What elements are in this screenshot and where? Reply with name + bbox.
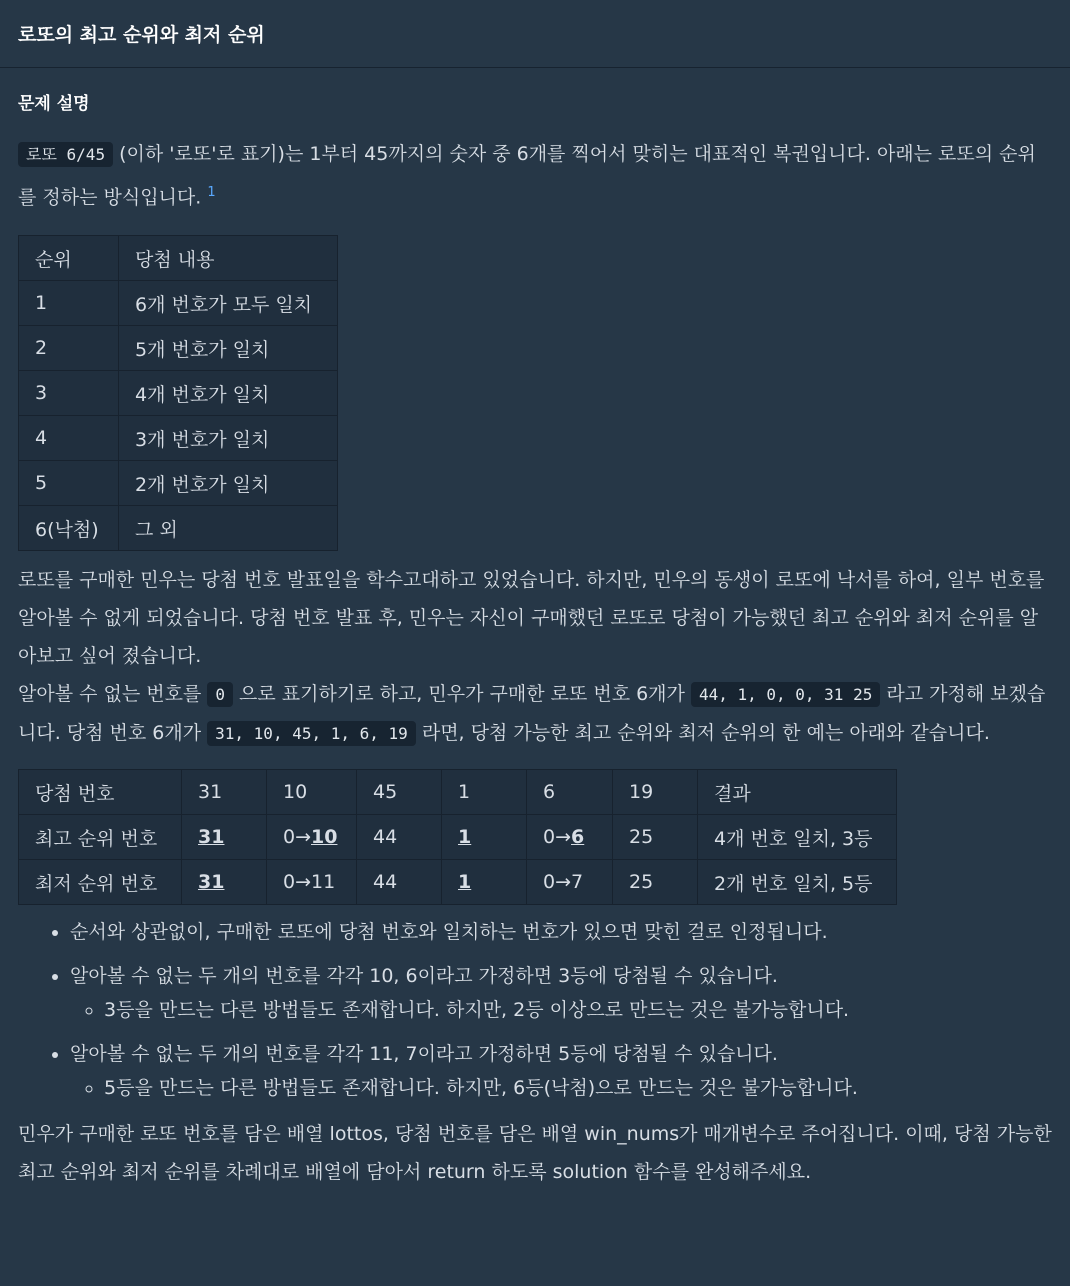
story-paragraph-1: 로또를 구매한 민우는 당첨 번호 발표일을 학수고대하고 있었습니다. 하지만, 민우의 동생이 로또에 낙서를 하여, 일부 번호를 알아볼 수 없게 되었습니다. 당첨 번호 발표 후, 민우는 자신이 구매했던 로또로 당첨이 가능했던 최고 순위와 최저 순위를 알아보고 싶어 졌습니다. (18, 569, 1045, 668)
prize-cell: 2개 번호가 일치 (119, 461, 338, 506)
table-cell: 10 (267, 770, 357, 815)
table-row (19, 371, 338, 416)
list-item-text: 알아볼 수 없는 두 개의 번호를 각각 10, 6이라고 가정하면 3등에 당첨될 수 있습니다. (70, 965, 778, 988)
table-row (19, 281, 338, 326)
prize-cell: 6개 번호가 모두 일치 (119, 281, 338, 326)
cell-prefix: 0→ (283, 826, 312, 849)
inline-code-zero: 0 (207, 682, 233, 707)
list-item-text: 알아볼 수 없는 두 개의 번호를 각각 11, 7이라고 가정하면 5등에 당첨될 수 있습니다. (70, 1043, 778, 1066)
table-row (19, 506, 338, 551)
table-cell (527, 815, 613, 860)
rank-cell: 2 (19, 326, 119, 371)
bullet-list (18, 915, 1052, 1105)
table-row (19, 326, 338, 371)
list-item-text: 순서와 상관없이, 구매한 로또에 당첨 번호와 일치하는 번호가 있으면 맞힌 걸로 인정됩니다. (70, 921, 828, 944)
rank-cell: 1 (19, 281, 119, 326)
story-text: 알아볼 수 없는 번호를 (18, 683, 202, 706)
inline-code-lotto: 로또 6/45 (18, 142, 113, 167)
sub-list-item: ◦ 3등을 만드는 다른 방법들도 존재합니다. 하지만, 2등 이상으로 만드는 것은 불가능합니다. (104, 993, 1052, 1027)
intro-text: (이하 '로또'로 표기)는 1부터 45까지의 숫자 중 6개를 찍어서 맞히는 대표적인 복권입니다. 아래는 로또의 순위를 정하는 방식입니다. (18, 143, 1036, 209)
problem-header (0, 0, 1070, 68)
table-cell: 19 (613, 770, 698, 815)
table-cell: 31 (182, 770, 267, 815)
table-header-row (19, 770, 897, 815)
table-header-row (19, 236, 338, 281)
table-row (19, 461, 338, 506)
prize-cell: 4개 번호가 일치 (119, 371, 338, 416)
table-cell: 25 (613, 815, 698, 860)
table-cell: 최저 순위 번호 (19, 860, 182, 905)
table-cell: 6 (527, 770, 613, 815)
table-cell (182, 815, 267, 860)
table-cell: 25 (613, 860, 698, 905)
table-cell: 최고 순위 번호 (19, 815, 182, 860)
rank-cell: 5 (19, 461, 119, 506)
matched-number: 1 (458, 871, 472, 894)
list-item (70, 915, 1052, 949)
prize-cell: 5개 번호가 일치 (119, 326, 338, 371)
table-cell: 44 (357, 815, 442, 860)
story-paragraph-2 (18, 675, 1052, 753)
prize-cell: 3개 번호가 일치 (119, 416, 338, 461)
intro-paragraph (18, 135, 1052, 216)
matched-number: 1 (458, 826, 472, 849)
table-row (19, 815, 897, 860)
result-table (18, 769, 897, 905)
list-item (70, 959, 1052, 1027)
matched-number: 31 (198, 826, 225, 849)
table-cell: 2개 번호 일치, 5등 (698, 860, 897, 905)
table-cell: 당첨 번호 (19, 770, 182, 815)
sub-list (70, 993, 1052, 1027)
problem-title: 로또의 최고 순위와 최저 순위 (18, 24, 265, 46)
table-cell: 0→7 (527, 860, 613, 905)
footnote-link[interactable]: 1 (207, 185, 216, 200)
table-cell (267, 815, 357, 860)
table-row (19, 416, 338, 461)
table-header-cell: 순위 (19, 236, 119, 281)
table-cell (182, 860, 267, 905)
matched-number: 10 (311, 826, 338, 849)
prize-cell: 그 외 (119, 506, 338, 551)
table-cell: 4개 번호 일치, 3등 (698, 815, 897, 860)
inline-code-win-nums: 31, 10, 45, 1, 6, 19 (207, 721, 416, 746)
table-cell (442, 860, 527, 905)
table-cell (442, 815, 527, 860)
cell-prefix: 0→ (543, 826, 572, 849)
table-cell: 44 (357, 860, 442, 905)
story-text: 라고 가정해 보겠습니다. 당첨 번호 6개가 (18, 683, 1046, 745)
rank-cell: 6(낙첨) (19, 506, 119, 551)
section-title: 문제 설명 (18, 94, 90, 114)
matched-number: 6 (571, 826, 585, 849)
inline-code-lottos: 44, 1, 0, 0, 31 25 (691, 682, 880, 707)
table-cell: 0→11 (267, 860, 357, 905)
list-item (70, 1037, 1052, 1105)
story-text: 으로 표기하기로 하고, 민우가 구매한 로또 번호 6개가 (239, 683, 685, 706)
matched-number: 31 (198, 871, 225, 894)
table-cell: 1 (442, 770, 527, 815)
rank-cell: 3 (19, 371, 119, 416)
table-row (19, 860, 897, 905)
table-cell: 결과 (698, 770, 897, 815)
sub-list-item: ◦ 5등을 만드는 다른 방법들도 존재합니다. 하지만, 6등(낙첨)으로 만드는 것은 불가능합니다. (104, 1071, 1052, 1105)
story-text: 라면, 당첨 가능한 최고 순위와 최저 순위의 한 예는 아래와 같습니다. (421, 722, 990, 745)
table-header-cell: 당첨 내용 (119, 236, 338, 281)
rank-table (18, 235, 338, 551)
table-cell: 45 (357, 770, 442, 815)
rank-cell: 4 (19, 416, 119, 461)
problem-description (0, 92, 1070, 1191)
sub-list (70, 1071, 1052, 1105)
closing-paragraph: 민우가 구매한 로또 번호를 담은 배열 lottos, 당첨 번호를 담은 배열 win_nums가 매개변수로 주어집니다. 이때, 당첨 가능한 최고 순위와 최저 순위를 차례대로 배열에 담아서 return 하도록 solution 함수를 완성해주세요. (18, 1123, 1052, 1184)
